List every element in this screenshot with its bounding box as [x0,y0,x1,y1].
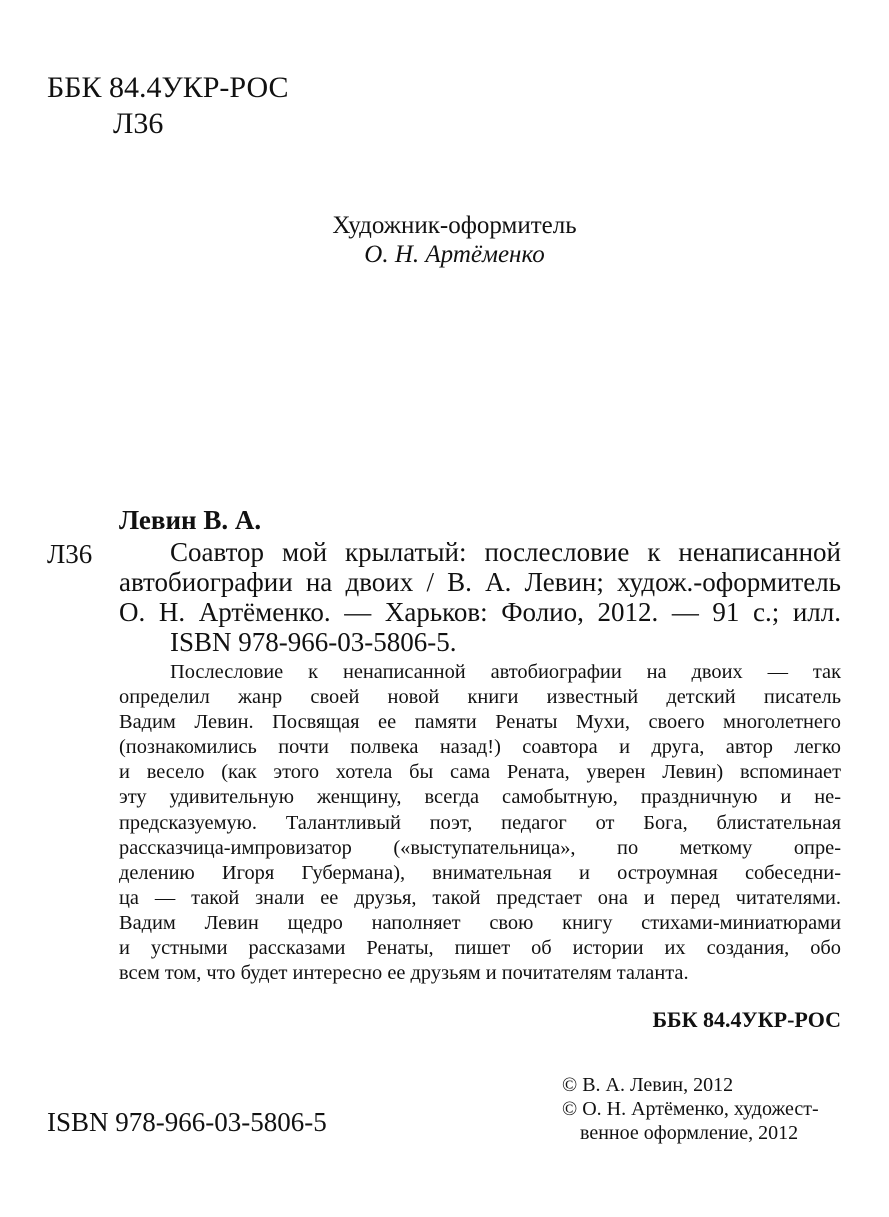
catalog-author: Левин В. А. [119,505,262,535]
bbk-index-top: ББК 84.4УКР-РОС [47,71,289,104]
copyright-line: © О. Н. Артёменко, художест- [562,1098,819,1120]
biblio-line: автобиографии на двоих / В. А. Левин; худож.-оформитель [119,567,841,597]
annotation-line: ца — такой знали ее друзья, такой предстает она и перед читателями. [119,886,841,909]
annotation-line: Послесловие к ненаписанной автобиографии на двоих — так [170,661,841,683]
copyright-notice [562,1073,819,1145]
annotation-line: и весело (как этого хотела бы сама Рената, уверен Левин) вспоминает [119,761,841,784]
bibliographic-record [119,537,841,657]
annotation-paragraph [119,660,841,986]
annotation-line: рассказчица-импровизатор («выступательница», по меткому опре- [119,836,841,859]
copyright-line: © В. А. Левин, 2012 [562,1074,734,1096]
annotation-line: (познакомились почти полвека назад!) соавтора и друга, автор легко [119,736,841,759]
author-code-top: Л36 [113,107,164,140]
annotation-line: и устными рассказами Ренаты, пишет об истории их создания, обо [119,937,841,960]
annotation-line: делению Игоря Губермана), внимательная и остроумная собеседни- [119,861,841,884]
biblio-line: Соавтор мой крылатый: послесловие к ненаписанной [170,537,841,567]
artist-name: О. Н. Артёменко [364,241,545,268]
isbn-footer: ISBN 978-966-03-5806-5 [47,1107,327,1137]
bbk-index-bottom: ББК 84.4УКР-РОС [652,1007,841,1032]
annotation-line: Вадим Левин щедро наполняет свою книгу стихами-миниатюрами [119,911,841,934]
artist-role: Художник-оформитель [332,212,577,239]
annotation-line: эту удивительную женщину, всегда самобытную, праздничную и не- [119,786,841,809]
annotation-line: предсказуемую. Талантливый поэт, педагог от Бога, блистательная [119,811,841,834]
biblio-line: О. Н. Артёменко. — Харьков: Фолио, 2012. — 91 с.; илл. [119,597,841,627]
annotation-line: Вадим Левин. Посвящая ее памяти Ренаты Мухи, своего многолетнего [119,711,841,734]
copyright-line: венное оформление, 2012 [580,1122,799,1144]
annotation-line: всем том, что будет интересно ее друзьям и почитателям таланта. [119,962,689,985]
catalog-author-code: Л36 [47,539,93,569]
annotation-line: определил жанр своей новой книги известный детский писатель [119,686,841,709]
biblio-isbn-line: ISBN 978-966-03-5806-5. [170,627,457,657]
